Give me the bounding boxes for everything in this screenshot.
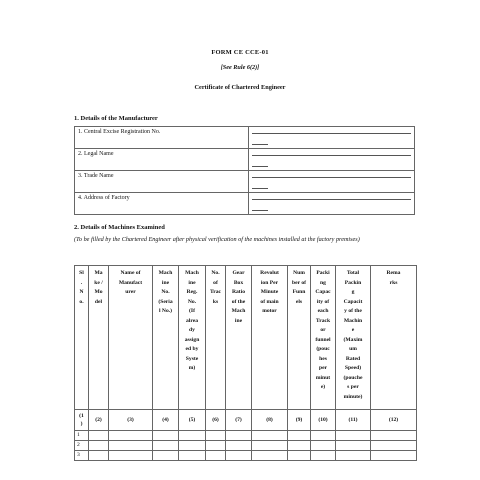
row-number: 1: [75, 431, 89, 441]
manufacturer-row: [75, 149, 415, 171]
table-cell[interactable]: [288, 431, 311, 441]
table-cell[interactable]: [153, 451, 179, 461]
trade-name-fill-field[interactable]: [249, 171, 415, 193]
manufacturer-row: [75, 193, 415, 215]
address-fill-field[interactable]: [249, 193, 415, 215]
table-cell[interactable]: [206, 451, 226, 461]
table-cell[interactable]: [336, 451, 371, 461]
column-number: (1 ): [75, 410, 89, 431]
column-header: Packi ng Capac ity of each Track or funnel (pouc hes per minut e): [311, 266, 336, 410]
table-cell[interactable]: [109, 451, 153, 461]
table-cell[interactable]: [252, 451, 288, 461]
table-cell[interactable]: [206, 441, 226, 451]
table-cell[interactable]: [288, 451, 311, 461]
section2-note: (To be filled by the Chartered Engineer after physical verification of the machines installed at the factory premises): [74, 236, 360, 243]
column-number: (8): [252, 410, 288, 431]
column-header: Revolut ion Per Minute of main motor: [252, 266, 288, 410]
manufacturer-details-table: [74, 126, 415, 215]
table-cell[interactable]: [336, 431, 371, 441]
column-header: Num ber of Funn els: [288, 266, 311, 410]
registration-fill-field[interactable]: [249, 127, 415, 149]
column-header: Mach ine No. (Seria l No.): [153, 266, 179, 410]
field-label-trade-name: 3. Trade Name: [75, 171, 249, 193]
column-number: (5): [179, 410, 206, 431]
column-number: (6): [206, 410, 226, 431]
manufacturer-row: [75, 127, 415, 149]
column-header: No. of Trac ks: [206, 266, 226, 410]
table-cell[interactable]: [371, 431, 417, 441]
column-number-row: [75, 410, 417, 431]
form-title: FORM CE CCE-01: [211, 49, 269, 56]
field-label-registration: 1. Central Excise Registration No.: [75, 127, 249, 149]
column-header: Sl . N o.: [75, 266, 89, 410]
column-number: (3): [109, 410, 153, 431]
table-cell[interactable]: [179, 431, 206, 441]
column-number: (7): [226, 410, 252, 431]
table-row: [75, 441, 417, 451]
table-cell[interactable]: [226, 451, 252, 461]
table-row: [75, 451, 417, 461]
column-header: Total Packin g Capacit y of the Machin e (Maxim um Rated Speed) (pouche s per minute): [336, 266, 371, 410]
section1-heading: 1. Details of the Manufacturer: [74, 115, 158, 122]
column-number: (9): [288, 410, 311, 431]
table-cell[interactable]: [206, 431, 226, 441]
table-cell[interactable]: [288, 441, 311, 451]
table-cell[interactable]: [153, 431, 179, 441]
table-cell[interactable]: [179, 441, 206, 451]
column-header: Name of Manufact urer: [109, 266, 153, 410]
table-cell[interactable]: [311, 431, 336, 441]
row-number: 2: [75, 441, 89, 451]
column-header: Rema rks: [371, 266, 417, 410]
row-number: 3: [75, 451, 89, 461]
table-cell[interactable]: [336, 441, 371, 451]
table-cell[interactable]: [311, 451, 336, 461]
column-number: (4): [153, 410, 179, 431]
column-number: (10): [311, 410, 336, 431]
column-header: Ma ke / Mo del: [89, 266, 109, 410]
field-label-legal-name: 2. Legal Name: [75, 149, 249, 171]
certificate-heading: Certificate of Chartered Engineer: [194, 84, 286, 91]
column-number: (11): [336, 410, 371, 431]
table-cell[interactable]: [252, 431, 288, 441]
table-cell[interactable]: [371, 451, 417, 461]
column-number: (12): [371, 410, 417, 431]
table-cell[interactable]: [252, 441, 288, 451]
column-header: Mach ine Reg. No. (If alrea dy assign ed by Syste m): [179, 266, 206, 410]
table-cell[interactable]: [109, 441, 153, 451]
table-cell[interactable]: [226, 431, 252, 441]
table-cell[interactable]: [311, 441, 336, 451]
table-cell[interactable]: [226, 441, 252, 451]
table-cell[interactable]: [109, 431, 153, 441]
table-cell[interactable]: [371, 441, 417, 451]
section2-heading: 2. Details of Machines Examined: [74, 224, 165, 231]
table-cell[interactable]: [89, 431, 109, 441]
table-header-row: [75, 266, 417, 410]
table-cell[interactable]: [153, 441, 179, 451]
manufacturer-row: [75, 171, 415, 193]
field-label-address: 4. Address of Factory: [75, 193, 249, 215]
column-number: (2): [89, 410, 109, 431]
table-row: [75, 431, 417, 441]
table-cell[interactable]: [89, 441, 109, 451]
column-header: Gear Box Ratio of the Mach ine: [226, 266, 252, 410]
machines-table: [74, 265, 417, 461]
rule-reference: [See Rule 6(2)]: [220, 64, 260, 71]
legal-name-fill-field[interactable]: [249, 149, 415, 171]
table-cell[interactable]: [179, 451, 206, 461]
table-cell[interactable]: [89, 451, 109, 461]
